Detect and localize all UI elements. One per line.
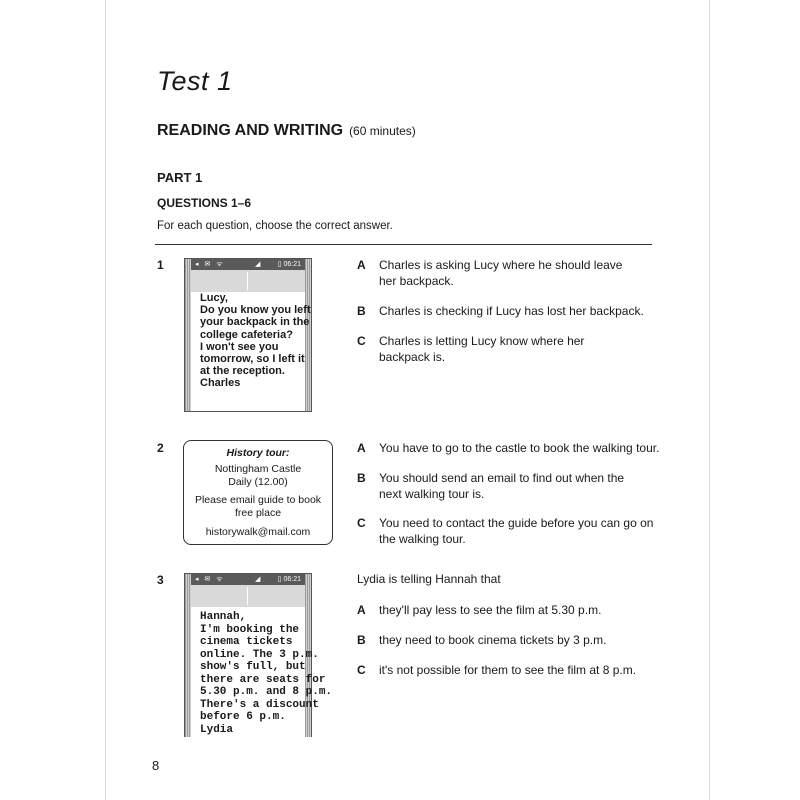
option-letter: C <box>357 663 366 677</box>
option-letter: B <box>357 304 366 318</box>
notice-email: historywalk@mail.com <box>205 526 311 538</box>
notice-line: Please email guide to book <box>194 494 322 506</box>
phone-time: ▯ 06:21 <box>277 261 301 268</box>
signal-icon: ◢ <box>255 576 261 583</box>
option-text[interactable]: they need to book cinema tickets by 3 p.m. <box>379 633 607 647</box>
phone-status-bar <box>191 574 305 585</box>
signal-icon: ◢ <box>255 261 261 268</box>
option-letter: A <box>357 603 366 617</box>
option-letter: A <box>357 441 366 455</box>
text-message: Hannah, I'm booking the cinema tickets online. The 3 p.m. show's full, but there are seats for 5.30 p.m. and 8 p.m. There's a discount before 6 p.m. Lydia <box>200 611 333 736</box>
status-icons: ◂ ✉ ᯤ <box>195 576 225 583</box>
option-letter: A <box>357 258 366 272</box>
notice-title: History tour: <box>226 447 290 459</box>
question-stem: Lydia is telling Hannah that <box>357 572 501 586</box>
phone-message <box>184 573 333 737</box>
question-number: 3 <box>157 573 164 587</box>
question-number: 2 <box>157 441 164 455</box>
phone-time-text: 06:21 <box>283 261 301 268</box>
page-number: 8 <box>152 758 160 773</box>
section-duration: (60 minutes) <box>349 124 416 138</box>
part-title: PART 1 <box>157 170 203 185</box>
phone-header <box>191 270 305 292</box>
option-text[interactable]: You need to contact the guide before you can go on the walking tour. <box>379 516 654 546</box>
option-text[interactable]: Charles is checking if Lucy has lost her backpack. <box>379 304 644 318</box>
phone-screen <box>191 292 311 411</box>
option-text[interactable]: Charles is letting Lucy know where her backpack is. <box>379 334 585 364</box>
option-letter: B <box>357 633 366 647</box>
option-text[interactable]: You have to go to the castle to book the walking tour. <box>379 441 660 455</box>
notice <box>183 440 333 545</box>
notice-line: Daily (12.00) <box>228 476 288 488</box>
phone-message <box>184 258 312 412</box>
text-message: Lucy, Do you know you left your backpack in the college cafeteria? I won't see you tomorrow, so I left it at the reception. Charles <box>200 292 311 390</box>
phone-screen <box>191 607 333 737</box>
notice-line: free place <box>234 507 282 519</box>
option-letter: C <box>357 516 366 530</box>
option-text[interactable]: Charles is asking Lucy where he should leave her backpack. <box>379 258 623 288</box>
divider <box>155 244 652 245</box>
option-text[interactable]: You should send an email to find out when the next walking tour is. <box>379 471 625 501</box>
phone-time: ▯ 06:21 <box>277 576 301 583</box>
section-name: READING AND WRITING <box>157 122 344 139</box>
option-text[interactable]: it's not possible for them to see the film at 8 p.m. <box>379 663 637 677</box>
option-text[interactable]: they'll pay less to see the film at 5.30 p.m. <box>379 603 602 617</box>
question-number: 1 <box>157 258 164 272</box>
section-title <box>157 122 416 140</box>
questions-range: QUESTIONS 1–6 <box>157 196 252 210</box>
status-icons: ◂ ✉ ᯤ <box>195 261 225 268</box>
phone-time-text: 06:21 <box>283 576 301 583</box>
phone-status-bar <box>191 259 305 270</box>
option-letter: C <box>357 334 366 348</box>
phone-header <box>191 585 305 607</box>
option-letter: B <box>357 471 366 485</box>
instruction: For each question, choose the correct answer. <box>157 220 393 232</box>
notice-line: Nottingham Castle <box>214 463 302 475</box>
test-title: Test 1 <box>157 66 233 96</box>
